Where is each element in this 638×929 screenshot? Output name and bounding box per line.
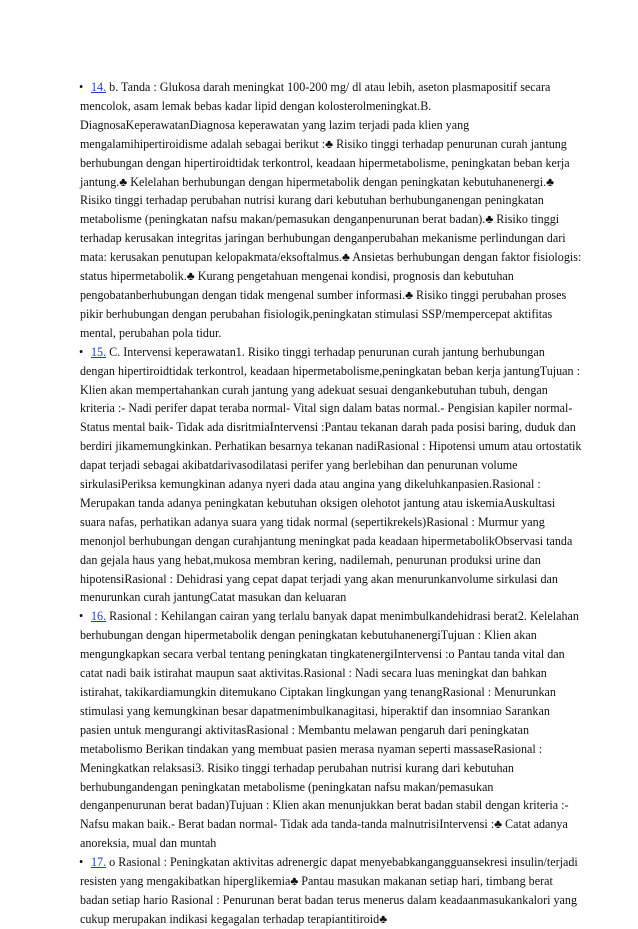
item-text: Rasional : Kehilangan cairan yang terlalu banyak dapat menimbulkandehidrasi berat2. Kelelahan berhubungan dengan hipermetabolik dengan peningkatan kebutuhanenergiTujuan : Klien akan mengungkapkan secara verbal tentang peningkatan tingkatenergiIntervensi :o Pantau tanda vital dan catat nadi baik istirahat maupun saat aktivitas.Rasional : Nadi secara luas meningkat dan bahkan istirahat, takikardiamungkin ditemukano Ciptakan lingkungan yang tenangRasional : Menurunkan stimulasi yang kemungkinan besar dapatmenimbulkanagitasi, hiperaktif dan insomniao Sarankan pasien untuk mengurangi aktivitasRasional : Membantu melawan pengaruh dari peningkatan metabolismo Berikan tindakan yang membuat pasien merasa nyaman seperti massaseRasional : Meningkatkan relaksasi3. Risiko tinggi terhadap perubahan nutrisi kurang dari kebutuhan berhubungandengan peningkatan metabolisme (peningkatan nafsu makan/pemasukan denganpenurunan berat badan)Tujuan : Klien akan menunjukkan berat badan stabil dengan kriteria :- Nafsu makan baik.- Berat badan normal- Tidak ada tanda-tanda malnutrisiIntervensi :♣ Catat adanya anoreksia, mual dan muntah (80, 609, 579, 851)
bullet-icon: • (79, 80, 84, 94)
item-number-link[interactable]: 14. (91, 80, 107, 94)
list-item-14 (80, 78, 582, 343)
bullet-icon: • (79, 855, 84, 870)
item-text: b. Tanda : Glukosa darah meningkat 100-200 mg/ dl atau lebih, aseton plasmapositif secara mencolok, asam lemak bebas kadar lipid dengan kolosterolmeningkat.B. DiagnosaKeperawatanDiagnosa keperawatan yang lazim terjadi pada klien yang mengalamihipertiroidisme adalah sebagai berikut :♣ Risiko tinggi terhadap penurunan curah jantung berhubungan dengan hipertiroidtidak terkontrol, keadaan hipermetabolisme, peningkatan beban kerja jantung.♣ Kelelahan berhubungan dengan hipermetabolik dengan peningkatan kebutuhanenergi.♣ Risiko tinggi terhadap perubahan nutrisi kurang dari kebutuhan berhubunganengan peningkatan metabolisme (peningkatan nafsu makan/pemasukan denganpenurunan berat badan).♣ Risiko tinggi terhadap kerusakan integritas jaringan berhubungan denganperubahan mekanisme perlindungan dari mata: kerusakan penutupan kelopakmata/eksoftalmus.♣ Ansietas berhubungan dengan faktor fisiologis: status hipermetabolik.♣ Kurang pengetahuan mengenai kondisi, prognosis dan kebutuhan pengobatanberhubungan dengan tidak mengenal sumber informasi.♣ Risiko tinggi perubahan proses pikir berhubungan dengan perubahan fisiologik,peningkatan stimulasi SSP/mempercepat aktifitas mental, perubahan pola tidur. (80, 80, 582, 340)
bullet-icon: • (79, 609, 84, 624)
item-text: C. Intervensi keperawatan1. Risiko tinggi terhadap penurunan curah jantung berhubungan dengan hipertiroidtidak terkontrol, keadaan hipermetabolisme,peningkatan beban kerja jantungTujuan : Klien akan mempertahankan curah jantung yang adekuat sesuai dengankebutuhan tubuh, dengan kriteria :- Nadi perifer dapat teraba normal- Vital sign dalam batas normal.- Pengisian kapiler normal- Status mental baik- Tidak ada disritmiaIntervensi :Pantau tekanan darah pada posisi baring, duduk dan berdiri jikamemungkinkan. Perhatikan besarnya tekanan nadiRasional : Hipotensi umum atau ortostatik dapat terjadi sebagai akibatdarivasodilatasi perifer yang berlebihan dan penurunan volume sirkulasiPeriksa kemungkinan adanya nyeri dada atau angina yang dikeluhkanpasien.Rasional : Merupakan tanda adanya peningkatan kebutuhan oksigen olehotot jantung atau iskemiaAuskultasi suara nafas, perhatikan adanya suara yang tidak normal (sepertikrekels)Rasional : Murmur yang menonjol berhubungan dengan curahjantung meningkat pada keadaan hipermetabolikObservasi tanda dan gejala haus yang hebat,mukosa membran kering, nadilemah, penurunan produksi urine dan hipotensiRasional : Dehidrasi yang cepat dapat terjadi yang akan menurunkanvolume sirkulasi dan menurunkan curah jantungCatat masukan dan keluaran (80, 344, 582, 605)
item-text: o Rasional : Peningkatan aktivitas adrenergic dapat menyebabkangangguansekresi insulin/terjadi resisten yang mengakibatkan hiperglikemia♣ Pantau masukan makanan setiap hari, timbang berat badan setiap hario Rasional : Penurunan berat badan terus menerus dalam keadaanmasukankalori yang cukup merupakan indikasi kegagalan terhadap terapiantitiroid♣ (80, 855, 578, 926)
item-number-link[interactable]: 15. (91, 344, 107, 359)
list-item-16 (80, 607, 582, 853)
list-item-17 (80, 853, 582, 929)
item-number-link[interactable]: 17. (91, 855, 107, 870)
item-number-link[interactable]: 16. (91, 609, 107, 624)
list-item-15 (80, 343, 582, 608)
bullet-icon: • (79, 344, 84, 359)
